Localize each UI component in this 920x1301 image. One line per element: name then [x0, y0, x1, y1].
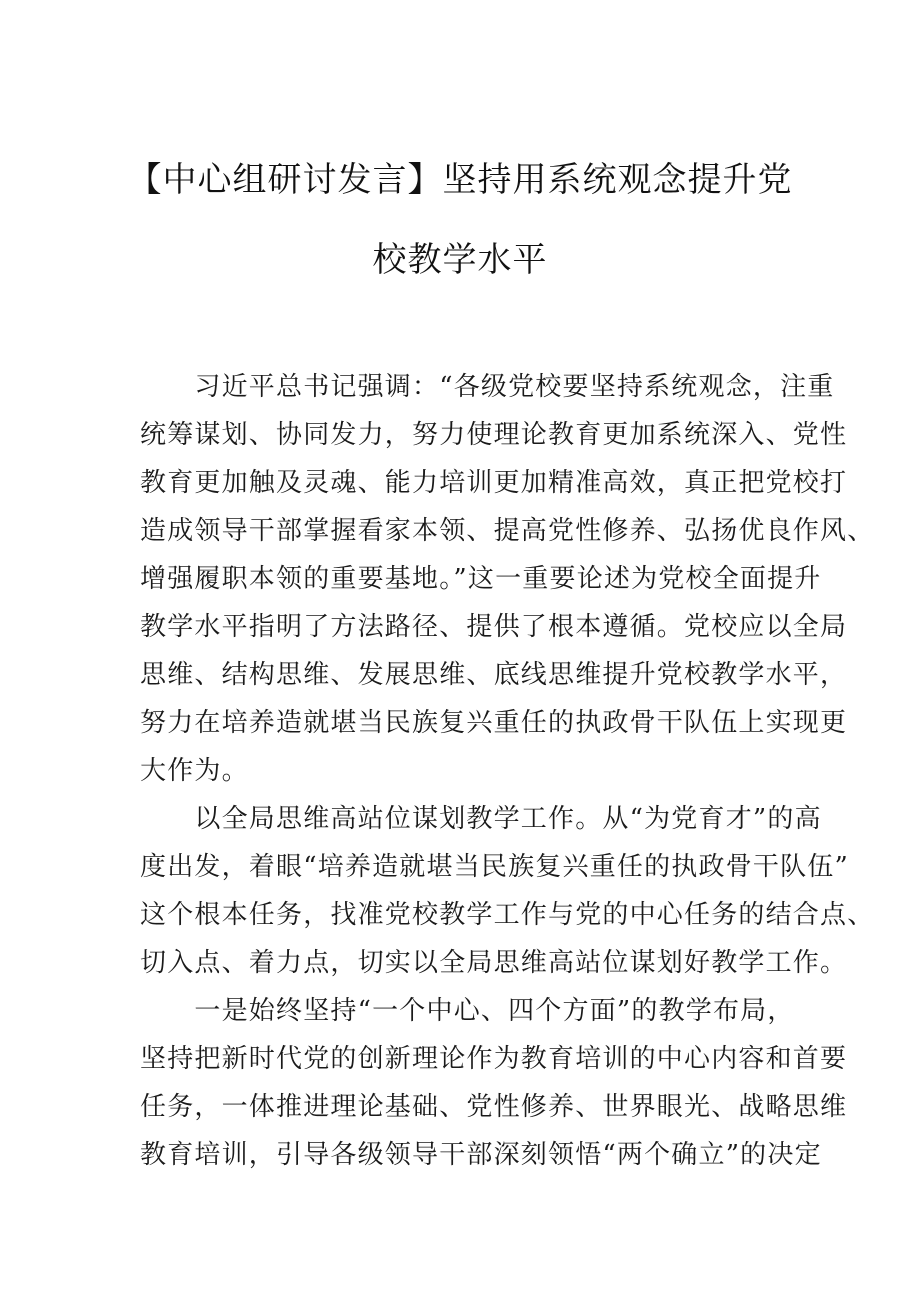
body-text-line: 教育培训，引导各级领导干部深刻领悟“两个确立”的决定: [140, 1140, 822, 1170]
body-text-line: 这个根本任务，找准党校教学工作与党的中心任务的结合点、: [140, 900, 875, 930]
body-text-line: 坚持把新时代党的创新理论作为教育培训的中心内容和首要: [140, 1044, 848, 1074]
body-text-line: 造成领导干部掌握看家本领、提高党性修养、弘扬优良作风、: [140, 516, 875, 546]
body-text-line: 教学水平指明了方法路径、提供了根本遵循。党校应以全局: [140, 612, 848, 642]
document-title-line-1: 【中心组研讨发言】坚持用系统观念提升党: [127, 160, 793, 200]
body-text-line: 统筹谋划、协同发力，努力使理论教育更加系统深入、党性: [140, 420, 848, 450]
body-text-line: 习近平总书记强调：“各级党校要坚持系统观念，注重: [140, 372, 835, 402]
document-title-line-2: 校教学水平: [372, 240, 548, 280]
body-text-line: 大作为。: [140, 756, 249, 786]
body-text-line: 思维、结构思维、发展思维、底线思维提升党校教学水平，: [140, 660, 848, 690]
body-text-line: 一是始终坚持“一个中心、四个方面”的教学布局，: [140, 996, 795, 1026]
body-text-line: 任务，一体推进理论基础、党性修养、世界眼光、战略思维: [140, 1092, 848, 1122]
body-text-line: 增强履职本领的重要基地。”这一重要论述为党校全面提升: [140, 564, 822, 594]
body-text-line: 以全局思维高站位谋划教学工作。从“为党育才”的高: [140, 804, 822, 834]
body-text-line: 努力在培养造就堪当民族复兴重任的执政骨干队伍上实现更: [140, 708, 848, 738]
body-text-line: 切入点、着力点，切实以全局思维高站位谋划好教学工作。: [140, 948, 848, 978]
body-text-line: 度出发，着眼“培养造就堪当民族复兴重任的执政骨干队伍”: [140, 852, 849, 882]
body-text-line: 教育更加触及灵魂、能力培训更加精准高效，真正把党校打: [140, 468, 848, 498]
